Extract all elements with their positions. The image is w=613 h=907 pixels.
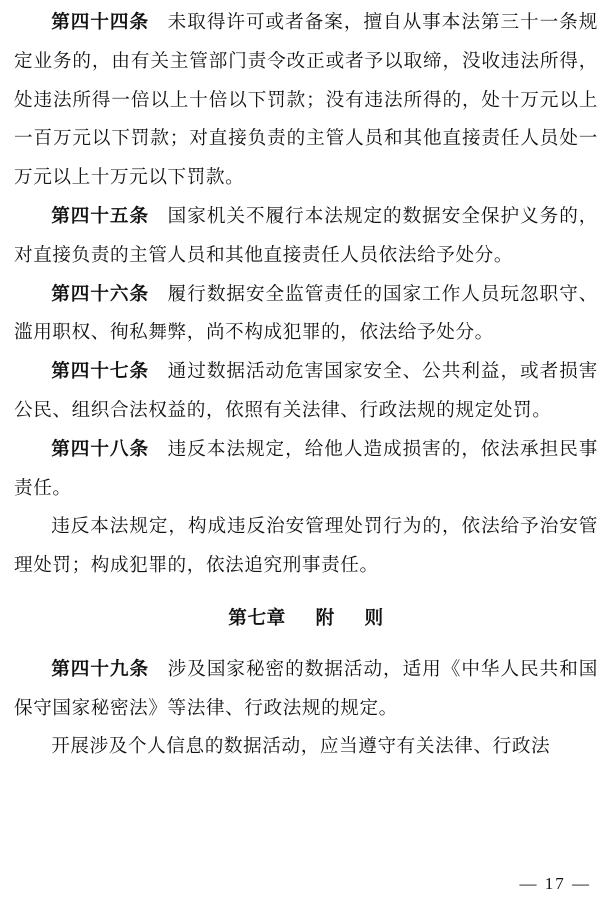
chapter-number: 第七章 bbox=[228, 607, 286, 629]
article-text: 通过数据活动危害国家安全、公共利益，或者损害公民、组织合法权益的，依照有关法律、行政法规的规定处罚。 bbox=[14, 361, 598, 421]
document-page bbox=[14, 4, 598, 767]
chapter-title-char-1: 附 bbox=[315, 607, 335, 629]
chapter-title-char-2: 则 bbox=[364, 607, 384, 629]
article-44 bbox=[14, 4, 598, 198]
article-text: 履行数据安全监管责任的国家工作人员玩忽职守、滥用职权、徇私舞弊，尚不构成犯罪的，依法给予处分。 bbox=[14, 283, 598, 344]
article-48 bbox=[14, 431, 598, 509]
chapter-heading bbox=[14, 600, 598, 639]
article-label: 第四十七条 bbox=[51, 361, 150, 383]
article-text: 违反本法规定，给他人造成损害的，依法承担民事责任。 bbox=[14, 438, 598, 499]
page-number: — 17 — bbox=[519, 874, 591, 893]
article-46 bbox=[14, 276, 598, 354]
article-label: 第四十九条 bbox=[51, 658, 150, 680]
article-text: 涉及国家秘密的数据活动，适用《中华人民共和国保守国家秘密法》等法律、行政法规的规定。 bbox=[14, 658, 598, 719]
article-text: 国家机关不履行本法规定的数据安全保护义务的，对直接负责的主管人员和其他直接责任人员依法给予处分。 bbox=[14, 205, 598, 266]
article-label: 第四十八条 bbox=[51, 438, 150, 460]
article-48-paragraph-2: 违反本法规定，构成违反治安管理处罚行为的，依法给予治安管理处罚；构成犯罪的，依法追究刑事责任。 bbox=[14, 516, 598, 577]
article-label: 第四十四条 bbox=[51, 12, 150, 33]
article-text: 未取得许可或者备案，擅自从事本法第三十一条规定业务的，由有关主管部门责令改正或者予以取缔，没收违法所得，处违法所得一倍以上十倍以下罚款；没有违法所得的，处十万元以上一百万元以下罚款；对直接负责的主管人员和其他直接责任人员处一万元以上十万元以下罚款。 bbox=[14, 12, 598, 189]
article-47 bbox=[14, 353, 598, 431]
article-label: 第四十五条 bbox=[51, 205, 150, 227]
article-label: 第四十六条 bbox=[51, 283, 150, 305]
article-45 bbox=[14, 198, 598, 276]
article-49-paragraph-2: 开展涉及个人信息的数据活动，应当遵守有关法律、行政法 bbox=[51, 736, 551, 758]
article-49 bbox=[14, 651, 598, 729]
